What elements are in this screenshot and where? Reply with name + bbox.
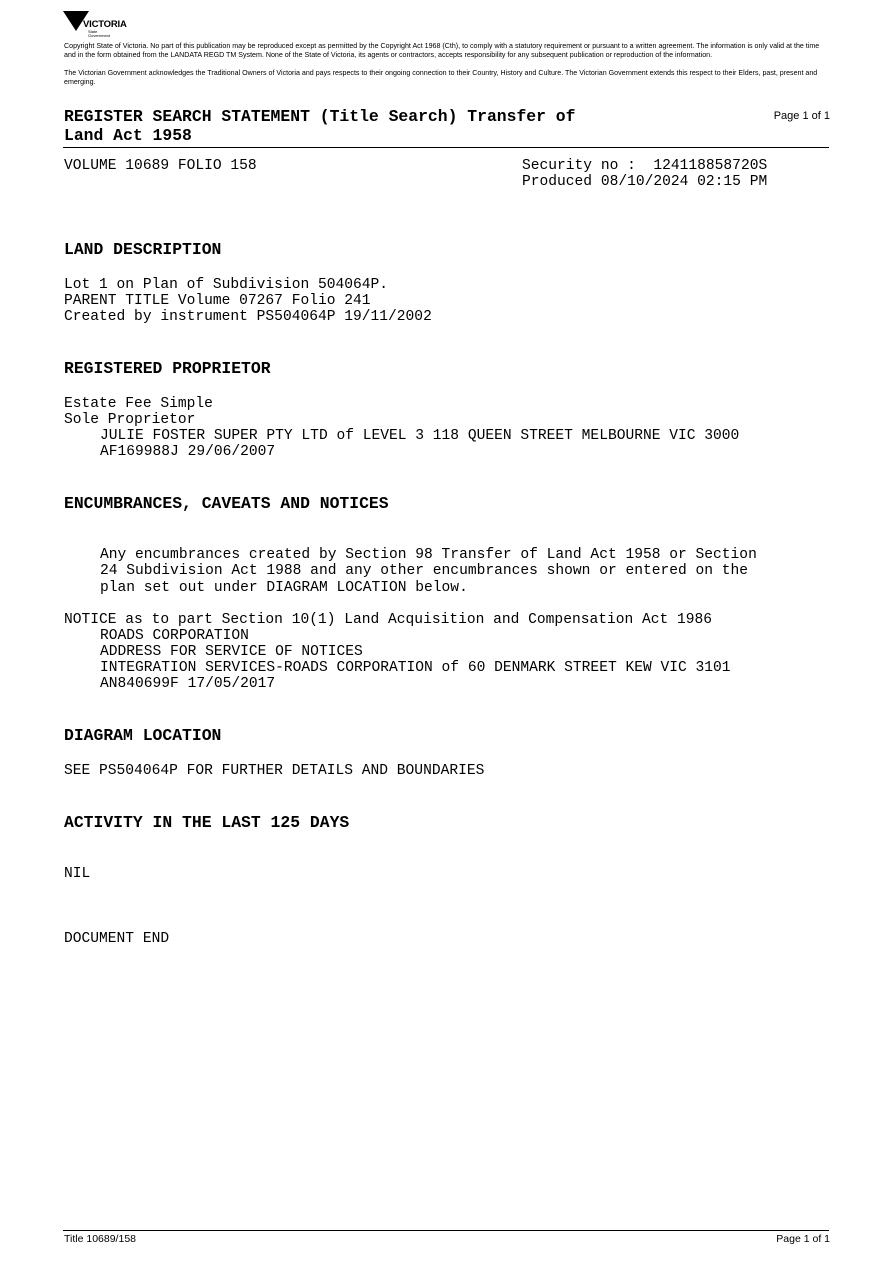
- document-title-line2: Land Act 1958: [64, 126, 192, 145]
- encumbrances-paragraph-line: plan set out under DIAGRAM LOCATION below.: [100, 580, 468, 596]
- registered-proprietor-heading: REGISTERED PROPRIETOR: [64, 359, 271, 378]
- land-description-line: Lot 1 on Plan of Subdivision 504064P.: [64, 277, 389, 293]
- copyright-notice: Copyright State of Victoria. No part of this publication may be reproduced except as permitted by the Copyright Act 1968 (Cth), to comply with a statutory requirement or pursuant to a written agreement. The information is only valid at the time and in the form obtained from the LANDATA REGD TM System. None of the State of Victoria, its agents or contractors, accepts responsibility for any subsequent publication or reproduction of the information.: [64, 42, 820, 59]
- encumbrances-paragraph-line: Any encumbrances created by Section 98 Transfer of Land Act 1958 or Section: [100, 547, 757, 563]
- page-number-top: Page 1 of 1: [773, 110, 830, 122]
- security-number: Security no : 124118858720S: [522, 158, 768, 174]
- diagram-location-text: SEE PS504064P FOR FURTHER DETAILS AND BOUNDARIES: [64, 763, 485, 779]
- diagram-location-heading: DIAGRAM LOCATION: [64, 726, 222, 745]
- encumbrances-heading: ENCUMBRANCES, CAVEATS AND NOTICES: [64, 494, 389, 513]
- title-divider: [63, 147, 829, 148]
- activity-text: NIL: [64, 866, 91, 882]
- encumbrances-paragraph-line: 24 Subdivision Act 1988 and any other encumbrances shown or entered on the: [100, 563, 749, 579]
- acknowledgement-notice: The Victorian Government acknowledges the Traditional Owners of Victoria and pays respects to their ongoing connection to their Country, History and Culture. The Victorian Government extends this respect to their Elders, past, present and emerging.: [64, 69, 818, 86]
- notice-line: AN840699F 17/05/2017: [100, 676, 276, 692]
- logo-subtitle: State Government: [88, 29, 111, 38]
- notice-title: NOTICE as to part Section 10(1) Land Acquisition and Compensation Act 1986: [64, 612, 713, 628]
- proprietor-instrument: AF169988J 29/06/2007: [100, 444, 276, 460]
- produced-date: Produced 08/10/2024 02:15 PM: [522, 174, 768, 190]
- footer-divider: [63, 1230, 829, 1231]
- notice-line: ROADS CORPORATION: [100, 628, 249, 644]
- proprietor-type: Sole Proprietor: [64, 412, 196, 428]
- notice-line: INTEGRATION SERVICES-ROADS CORPORATION of 60 DENMARK STREET KEW VIC 3101: [100, 660, 731, 676]
- document-title-line1: REGISTER SEARCH STATEMENT (Title Search) Transfer of: [64, 107, 576, 126]
- footer-page-number: Page 1 of 1: [776, 1233, 830, 1245]
- proprietor-name-address: JULIE FOSTER SUPER PTY LTD of LEVEL 3 118 QUEEN STREET MELBOURNE VIC 3000: [100, 428, 740, 444]
- footer-title-ref: Title 10689/158: [64, 1233, 136, 1245]
- document-end: DOCUMENT END: [64, 931, 170, 947]
- land-description-line: Created by instrument PS504064P 19/11/2002: [64, 309, 432, 325]
- land-description-line: PARENT TITLE Volume 07267 Folio 241: [64, 293, 371, 309]
- land-description-heading: LAND DESCRIPTION: [64, 240, 222, 259]
- volume-folio: VOLUME 10689 FOLIO 158: [64, 158, 257, 174]
- victoria-state-logo: [63, 11, 127, 41]
- notice-line: ADDRESS FOR SERVICE OF NOTICES: [100, 644, 363, 660]
- activity-heading: ACTIVITY IN THE LAST 125 DAYS: [64, 813, 350, 832]
- logo-brand: VICTORIA: [83, 19, 127, 30]
- estate-type: Estate Fee Simple: [64, 396, 213, 412]
